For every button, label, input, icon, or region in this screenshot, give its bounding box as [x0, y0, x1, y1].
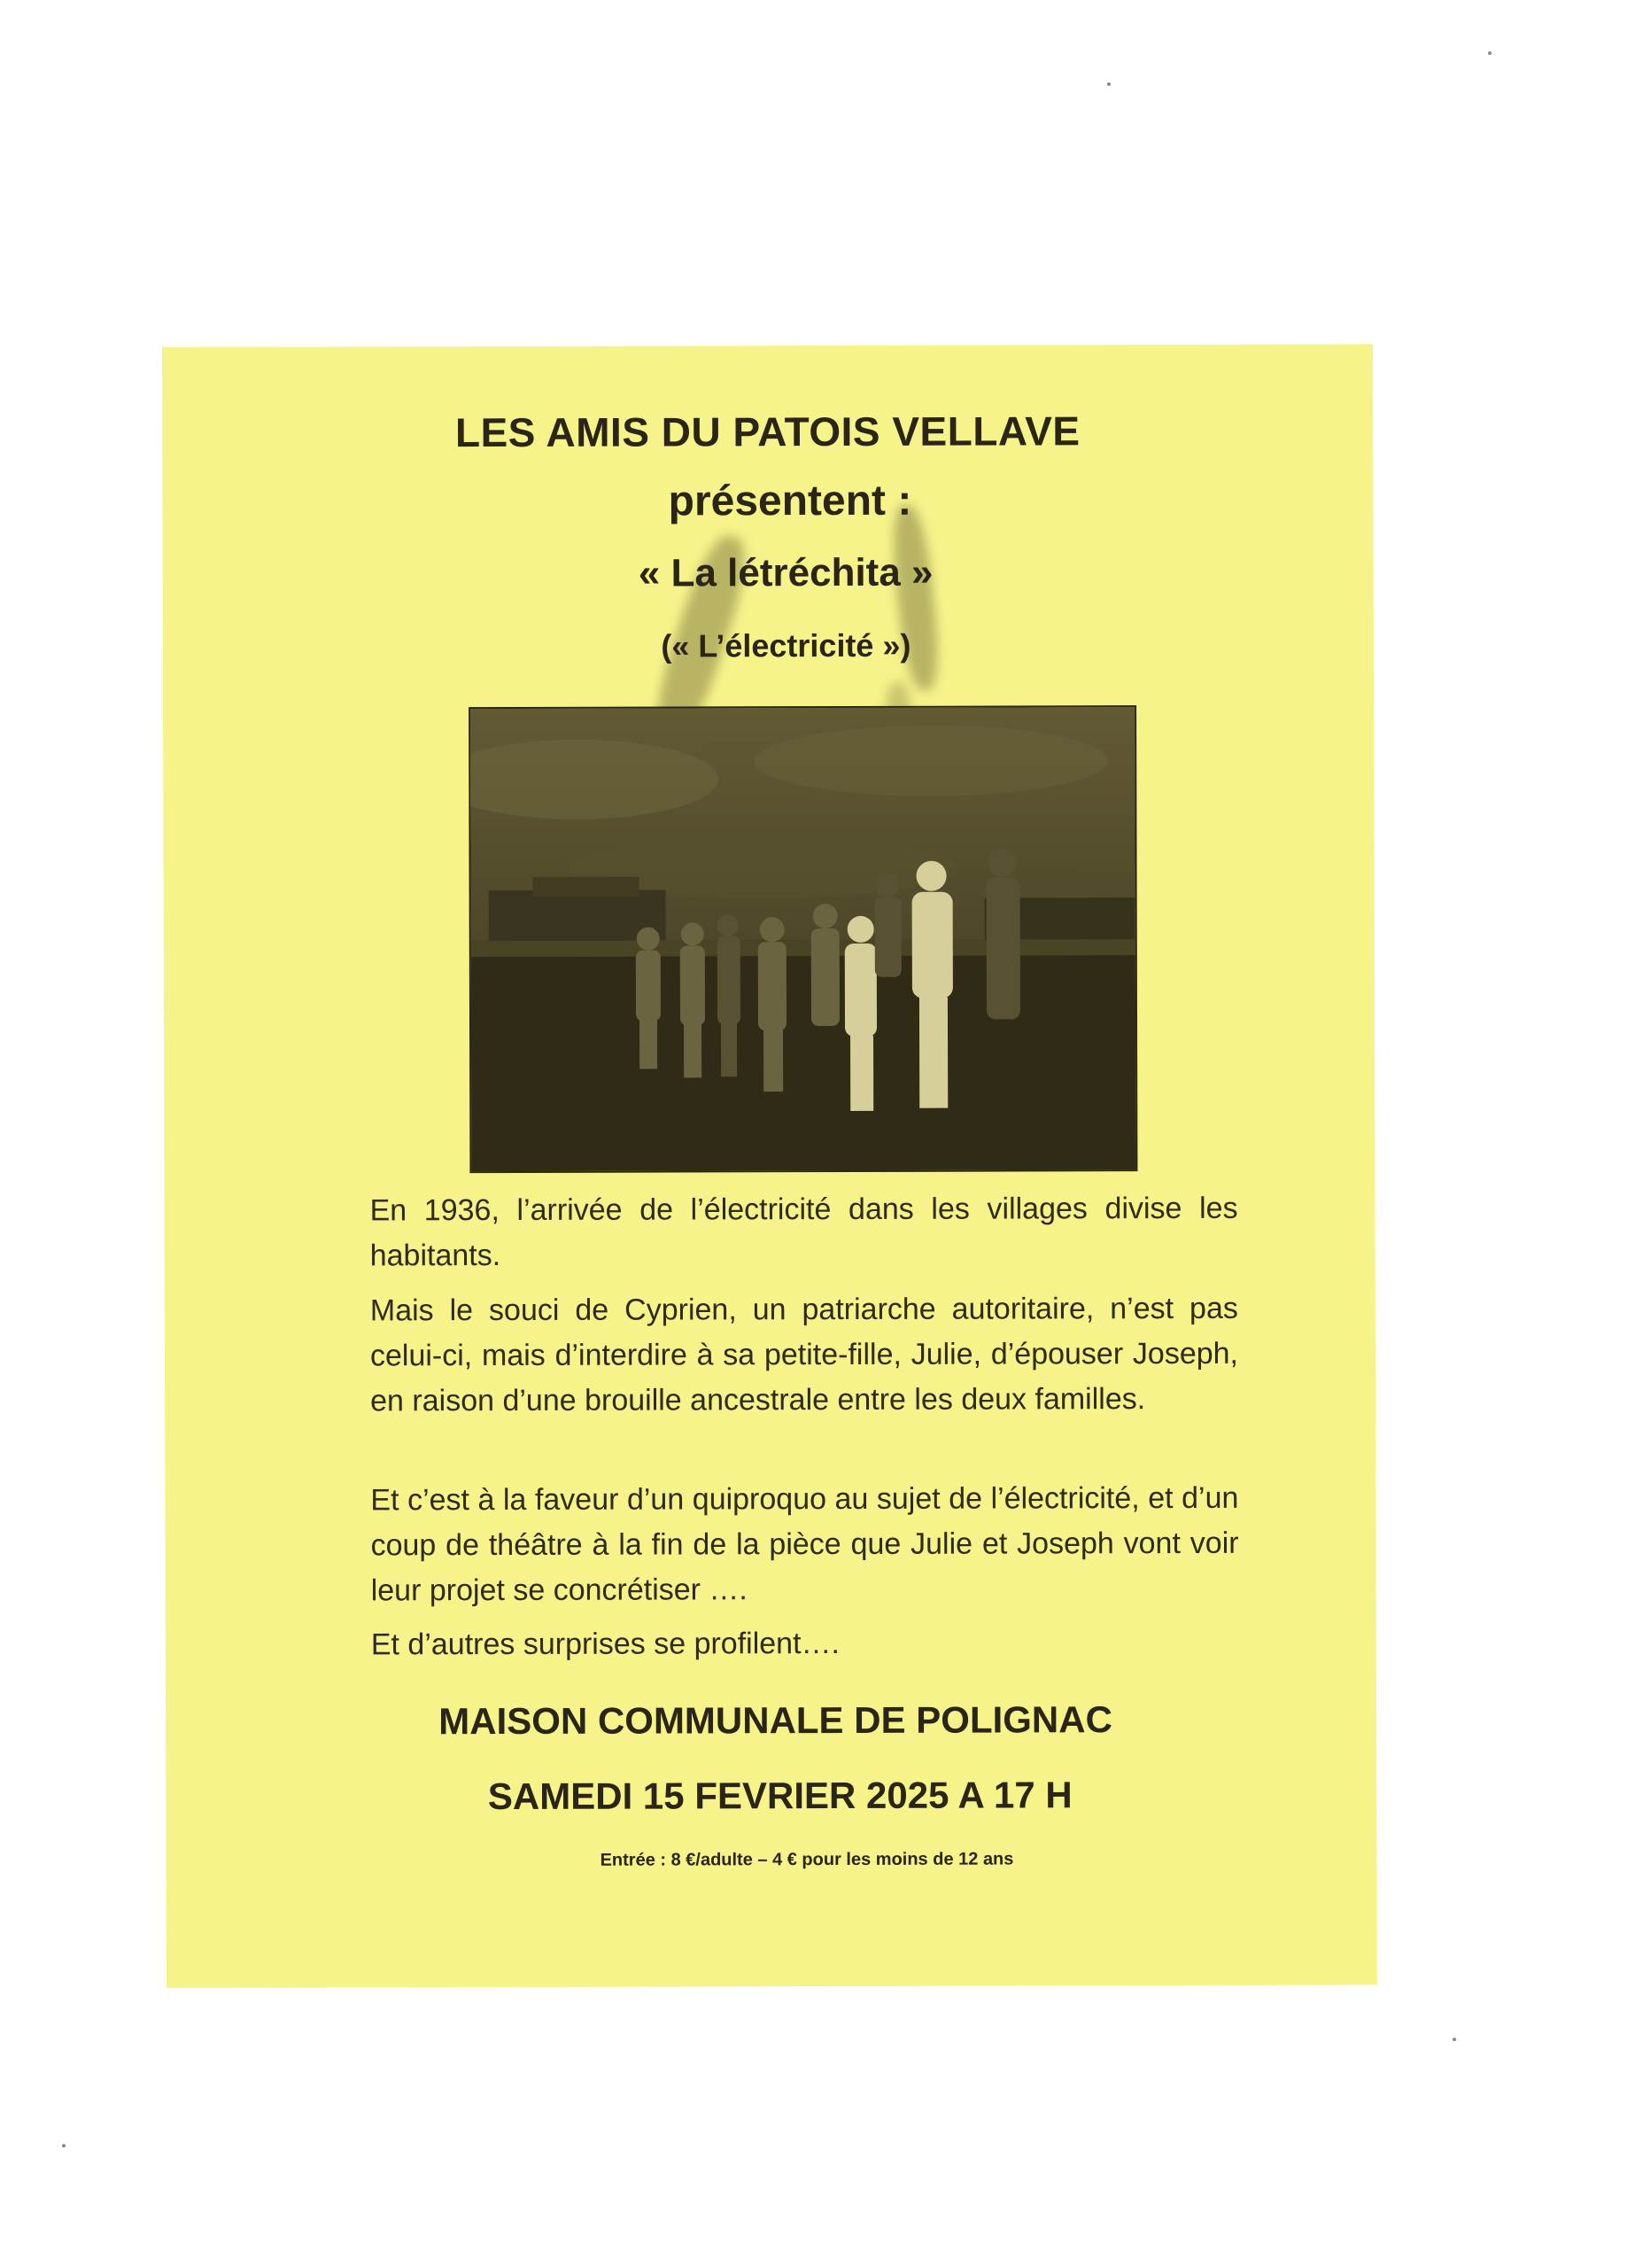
entry-price: Entrée : 8 €/adulte – 4 € pour les moins de 12 ans: [600, 1849, 1014, 1870]
group-photo-icon: [470, 707, 1135, 1171]
paragraph-surprises: Et d’autres surprises se profilent….: [370, 1627, 840, 1662]
flyer-sheet: [162, 344, 1377, 1988]
paragraph-plot: Mais le souci de Cyprien, un patriarche autoritaire, n’est pas celui-ci, mais d’interdire à sa petite-fille, Julie, d’épouser Joseph, en raison d’une brouille ancestrale entre les deux familles.: [369, 1291, 1239, 1418]
group-photo: [469, 705, 1137, 1173]
scan-speck: [62, 2144, 66, 2148]
event-date: SAMEDI 15 FEVRIER 2025 A 17 H: [487, 1774, 1073, 1818]
venue-name: MAISON COMMUNALE DE POLIGNAC: [438, 1698, 1112, 1743]
scan-speck: [1107, 82, 1111, 86]
paragraph-intro: En 1936, l’arrivée de l’électricité dans les villages divise les habitants.: [369, 1191, 1238, 1273]
presents-line: présentent :: [668, 477, 912, 525]
play-title: « La létréchita »: [638, 550, 934, 595]
organization-name: LES AMIS DU PATOIS VELLAVE: [454, 408, 1081, 456]
play-subtitle: (« L’électricité »): [661, 626, 911, 664]
paragraph-twist: Et c’est à la faveur d’un quiproquo au sujet de l’électricité, et d’un coup de théâtre à la fin de la pièce que Julie et Joseph vont voir leur projet se concrétiser ….: [370, 1480, 1239, 1608]
scan-speck: [1488, 51, 1492, 55]
scan-speck: [1453, 2038, 1456, 2041]
